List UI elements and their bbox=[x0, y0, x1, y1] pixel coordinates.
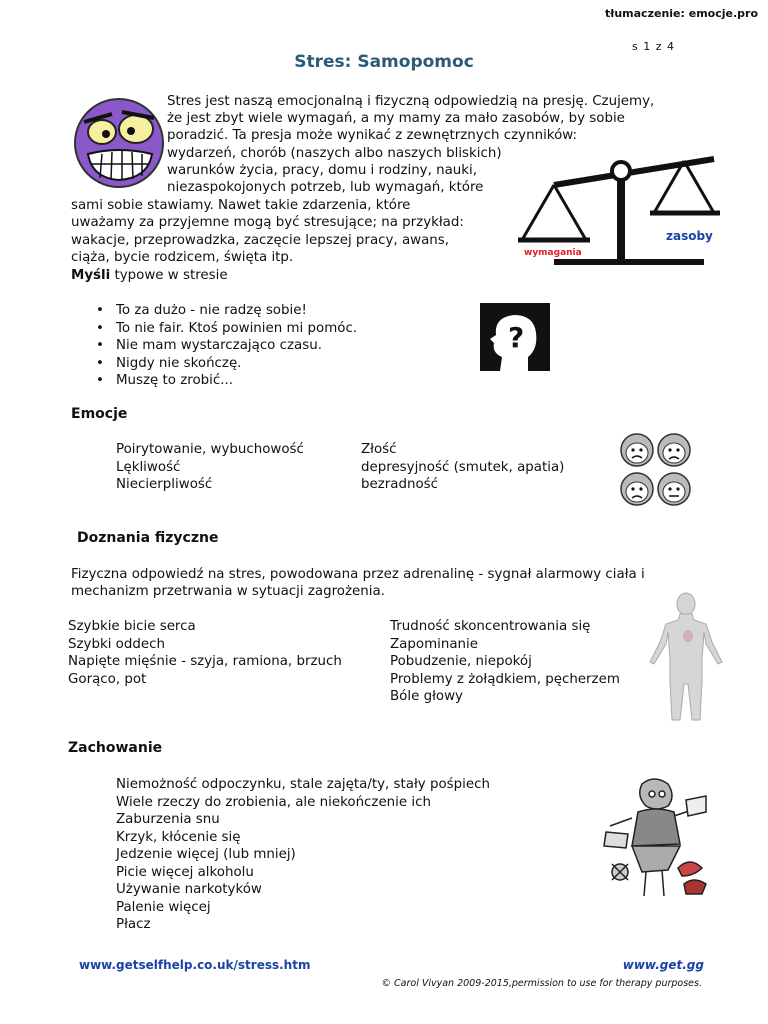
list-item: Lękliwość bbox=[116, 459, 181, 475]
list-item: Palenie więcej bbox=[116, 899, 211, 915]
behaviour-list bbox=[116, 776, 490, 934]
question-head-icon bbox=[480, 303, 550, 371]
intro-line-5: warunków życia, pracy, domu i rodziny, nauki, bbox=[167, 163, 478, 178]
list-item: Gorąco, pot bbox=[68, 671, 147, 687]
thoughts-list bbox=[92, 302, 357, 390]
list-item: Napięte mięśnie - szyja, ramiona, brzuch bbox=[68, 654, 342, 669]
intro-line-9: wakacje, przeprowadzka, zaczęcie lepszej pracy, awans, bbox=[71, 233, 450, 248]
list-item: Picie więcej alkoholu bbox=[116, 864, 254, 880]
list-item: Bóle głowy bbox=[390, 689, 463, 704]
list-item: Krzyk, kłócenie się bbox=[116, 829, 241, 845]
thoughts-heading-rest: typowe w stresie bbox=[110, 268, 228, 283]
list-item: Problemy z żołądkiem, pęcherzem bbox=[390, 671, 620, 687]
list-item: Płacz bbox=[116, 917, 151, 932]
list-item: Wiele rzeczy do zrobienia, ale niekończenie ich bbox=[116, 794, 431, 810]
list-item: • Muszę to zrobić... bbox=[92, 372, 357, 390]
intro-line-7: sami sobie stawiamy. Nawet takie zdarzenia, które bbox=[71, 198, 411, 213]
stressed-face-icon bbox=[72, 96, 166, 190]
emotions-heading: Emocje bbox=[71, 406, 128, 422]
intro-line-8: uważamy za przyjemne mogą być stresujące; na przykład: bbox=[71, 215, 464, 230]
page-title: Stres: Samopomoc bbox=[294, 52, 474, 72]
list-item: Poirytowanie, wybuchowość bbox=[116, 442, 304, 457]
list-item: • To za dużo - nie radzę sobie! bbox=[92, 302, 357, 320]
balance-scale-icon bbox=[514, 145, 744, 273]
intro-line-10: ciąża, bycie rodzicem, święta itp. bbox=[71, 250, 294, 265]
list-item: • To nie fair. Ktoś powinien mi pomóc. bbox=[92, 320, 357, 338]
emotions-column-1 bbox=[116, 441, 304, 494]
list-item: Trudność skoncentrowania się bbox=[390, 619, 591, 634]
intro-line-2: że jest zbyt wiele wymagań, a my mamy za mało zasobów, by sobie bbox=[167, 111, 625, 126]
list-item: Złość bbox=[361, 442, 397, 457]
intro-line-3: poradzić. Ta presja może wynikać z zewnętrznych czynników: bbox=[167, 128, 577, 143]
copyright-notice: © Carol Vivyan 2009-2015,permission to use for therapy purposes. bbox=[381, 978, 702, 989]
intro-line-6: niezaspokojonych potrzeb, lub wymagań, które bbox=[167, 180, 484, 195]
svg-text:?: ? bbox=[508, 321, 525, 354]
scale-right-label: zasoby bbox=[666, 229, 713, 243]
physical-heading: Doznania fizyczne bbox=[77, 530, 219, 546]
intro-line-4: wydarzeń, chorób (naszych albo naszych bliskich) bbox=[167, 146, 502, 161]
physical-intro-line-1: Fizyczna odpowiedź na stres, powodowana przez adrenalinę - sygnał alarmowy ciała i bbox=[71, 567, 645, 582]
human-body-icon bbox=[646, 592, 726, 722]
list-item: Niemożność odpoczynku, stale zajęta/ty, stały pośpiech bbox=[116, 777, 490, 792]
physical-column-1 bbox=[68, 618, 342, 688]
intro-line-1: Stres jest naszą emocjonalną i fizyczną odpowiedzią na presję. Czujemy, bbox=[167, 94, 655, 109]
emotion-faces-icon bbox=[618, 432, 694, 508]
website-link[interactable]: www.get.gg bbox=[622, 958, 704, 972]
list-item: Szybki oddech bbox=[68, 636, 165, 652]
list-item: • Nigdy nie skończę. bbox=[92, 355, 357, 373]
list-item: Jedzenie więcej (lub mniej) bbox=[116, 847, 296, 862]
emotions-column-2 bbox=[361, 441, 564, 494]
page-number: s 1 z 4 bbox=[632, 40, 675, 53]
scale-left-label: wymagania bbox=[524, 248, 582, 258]
list-item: Niecierpliwość bbox=[116, 477, 213, 492]
list-item: Pobudzenie, niepokój bbox=[390, 654, 532, 669]
translation-credit: tłumaczenie: emocje.pro bbox=[605, 7, 758, 20]
list-item: • Nie mam wystarczająco czasu. bbox=[92, 337, 357, 355]
physical-intro-line-2: mechanizm przetrwania w sytuacji zagrożenia. bbox=[71, 584, 385, 599]
list-item: depresyjność (smutek, apatia) bbox=[361, 459, 565, 475]
thoughts-heading-bold: Myśli bbox=[71, 268, 111, 283]
list-item: Szybkie bicie serca bbox=[68, 619, 196, 634]
list-item: Zapominanie bbox=[390, 636, 478, 652]
source-link[interactable]: www.getselfhelp.co.uk/stress.htm bbox=[79, 958, 311, 972]
busy-person-cartoon bbox=[602, 772, 712, 902]
thoughts-heading bbox=[71, 267, 228, 284]
list-item: Używanie narkotyków bbox=[116, 882, 262, 897]
physical-column-2 bbox=[390, 618, 620, 706]
list-item: Zaburzenia snu bbox=[116, 812, 220, 827]
behaviour-heading: Zachowanie bbox=[68, 740, 163, 756]
list-item: bezradność bbox=[361, 477, 438, 492]
